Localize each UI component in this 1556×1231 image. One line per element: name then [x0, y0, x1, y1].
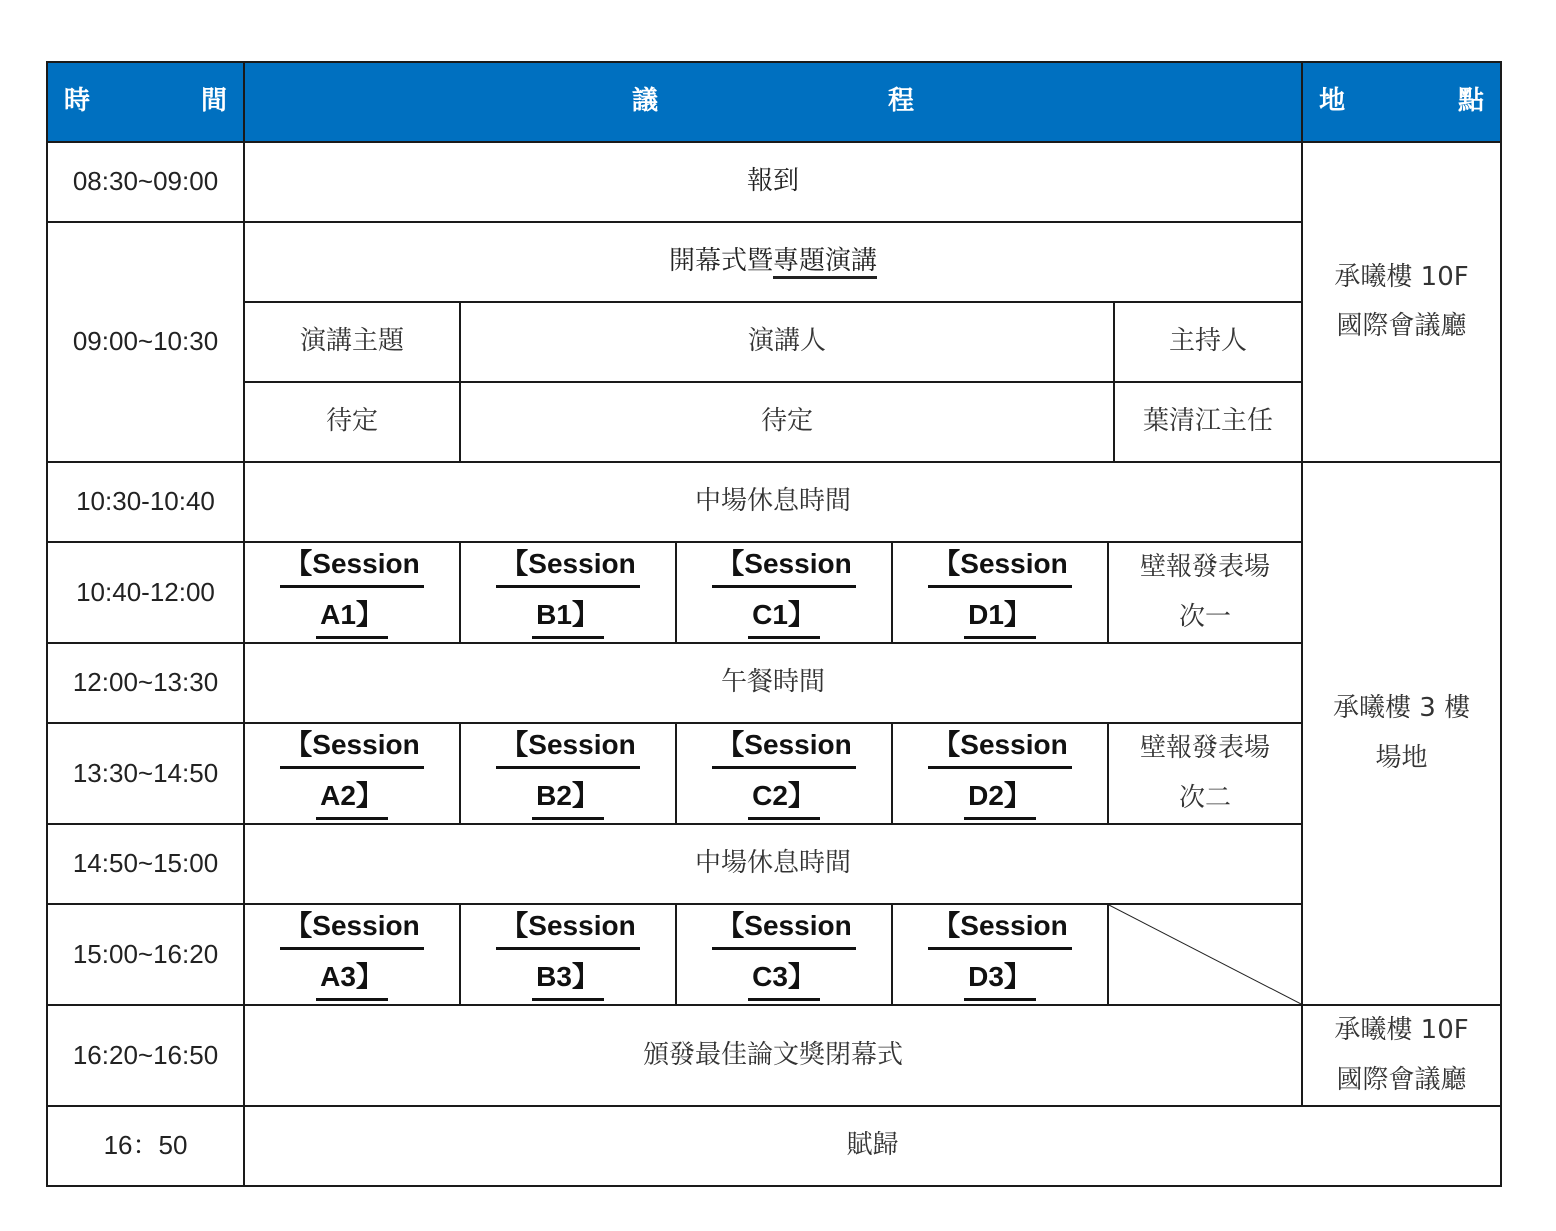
empty-diagonal-cell: [1108, 904, 1302, 1005]
time-cell: 09:00~10:30: [47, 222, 244, 462]
session-cell: 【Session D1】: [892, 542, 1108, 643]
session-cell: 【Session B1】: [460, 542, 676, 643]
session-cell: 【Session C2】: [676, 723, 892, 824]
time-cell: 16:20~16:50: [47, 1005, 244, 1106]
agenda-item: 中場休息時間: [244, 824, 1302, 904]
col-speaker: 演講人: [460, 302, 1114, 382]
diagonal-line: [1109, 905, 1301, 1004]
session-cell: 【Session A2】: [244, 723, 460, 824]
time-cell: 10:30-10:40: [47, 462, 244, 542]
session-cell: 【Session B3】: [460, 904, 676, 1005]
poster-cell: 壁報發表場 次一: [1108, 542, 1302, 643]
agenda-item: 開幕式暨專題演講: [244, 222, 1302, 302]
session-cell: 【Session D3】: [892, 904, 1108, 1005]
agenda-item: 報到: [244, 142, 1302, 222]
agenda-table: [46, 61, 1502, 1187]
session-cell: 【Session A3】: [244, 904, 460, 1005]
table-row: [47, 1106, 1501, 1186]
table-row: [47, 643, 1501, 723]
time-cell: 16：50: [47, 1106, 244, 1186]
table-row: [47, 302, 1501, 382]
table-row: [47, 723, 1501, 824]
venue-cell: 承曦樓 10F 國際會議廳: [1302, 1005, 1501, 1106]
header-program: 議 程: [244, 62, 1302, 142]
session-cell: 【Session C1】: [676, 542, 892, 643]
agenda-item: 賦歸: [244, 1106, 1501, 1186]
session-cell: 【Session D2】: [892, 723, 1108, 824]
venue-cell: 承曦樓 3 樓 場地: [1302, 462, 1501, 1005]
table-row: [47, 824, 1501, 904]
time-cell: 13:30~14:50: [47, 723, 244, 824]
time-cell: 12:00~13:30: [47, 643, 244, 723]
agenda-item: 頒發最佳論文獎閉幕式: [244, 1005, 1302, 1106]
table-row: [47, 542, 1501, 643]
val-speaker: 待定: [460, 382, 1114, 462]
val-host: 葉清江主任: [1114, 382, 1302, 462]
session-cell: 【Session A1】: [244, 542, 460, 643]
table-row: [47, 222, 1501, 302]
table-row: [47, 142, 1501, 222]
time-cell: 10:40-12:00: [47, 542, 244, 643]
col-host: 主持人: [1114, 302, 1302, 382]
col-topic: 演講主題: [244, 302, 460, 382]
table-row: [47, 904, 1501, 1005]
header-time: 時 間: [47, 62, 244, 142]
session-cell: 【Session B2】: [460, 723, 676, 824]
time-cell: 08:30~09:00: [47, 142, 244, 222]
venue-cell: 承曦樓 10F 國際會議廳: [1302, 142, 1501, 462]
val-topic: 待定: [244, 382, 460, 462]
header-venue: 地 點: [1302, 62, 1501, 142]
time-cell: 14:50~15:00: [47, 824, 244, 904]
agenda-item: 午餐時間: [244, 643, 1302, 723]
header-row: [47, 62, 1501, 142]
time-cell: 15:00~16:20: [47, 904, 244, 1005]
agenda-item: 中場休息時間: [244, 462, 1302, 542]
session-cell: 【Session C3】: [676, 904, 892, 1005]
table-row: [47, 382, 1501, 462]
poster-cell: 壁報發表場 次二: [1108, 723, 1302, 824]
table-row: [47, 462, 1501, 542]
table-row: [47, 1005, 1501, 1106]
